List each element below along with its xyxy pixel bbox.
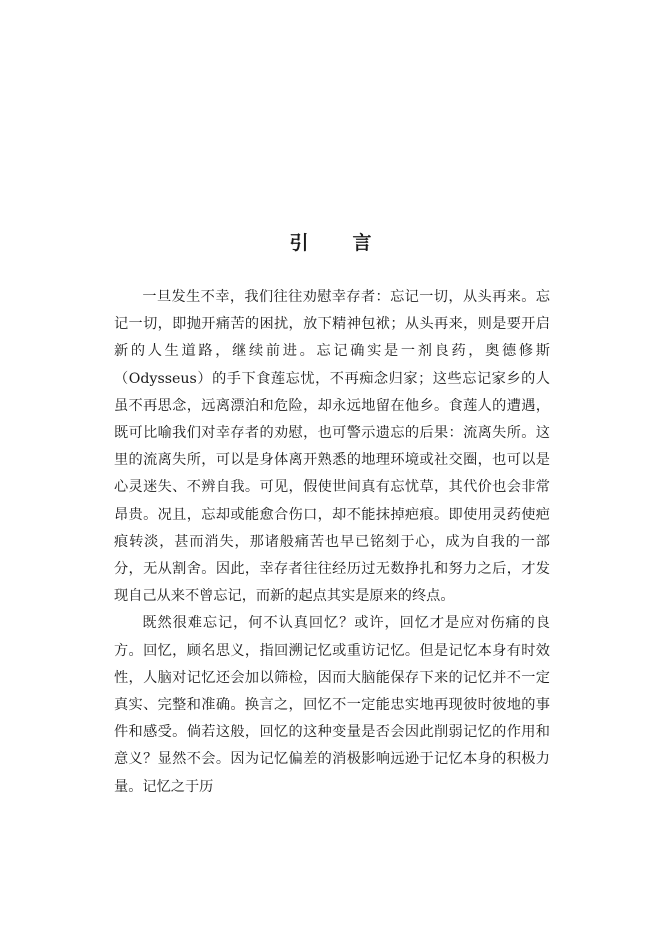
chapter-body xyxy=(114,284,550,801)
chapter-title: 引言 xyxy=(289,231,416,254)
paragraph: 一旦发生不幸，我们往往劝慰幸存者：忘记一切，从头再来。忘记一切，即抛开痛苦的困扰，放下精神包袱；从头再来，则是要开启新的人生道路，继续前进。忘记确实是一剂良药，奥德修斯（Odysseus）的手下食莲忘忧，不再痴念归家；这些忘记家乡的人虽不再思念，远离漂泊和危险，却永远地留在他乡。食莲人的遭遇，既可比喻我们对幸存者的劝慰，也可警示遗忘的后果：流离失所。这里的流离失所，可以是身体离开熟悉的地理环境或社交圈，也可以是心灵迷失、不辨自我。可见，假使世间真有忘忧草，其代价也会非常昂贵。况且，忘却或能愈合伤口，却不能抹掉疤痕。即使用灵药使疤痕转淡，甚而消失，那诸般痛苦也早已铭刻于心，成为自我的一部分，无从割舍。因此，幸存者往往经历过无数挣扎和努力之后，才发现自己从来不曾忘记，而新的起点其实是原来的终点。 xyxy=(114,289,550,605)
paragraph: 既然很难忘记，何不认真回忆？或许，回忆才是应对伤痛的良方。回忆，顾名思义，指回溯记忆或重访记忆。但是记忆本身有时效性，人脑对记忆还会加以筛检，因而大脑能保存下来的记忆并不一定真实、完整和准确。换言之，回忆不一定能忠实地再现彼时彼地的事件和感受。倘若这般，回忆的这种变量是否会因此削弱记忆的作用和意义？显然不会。因为记忆偏差的消极影响远逊于记忆本身的积极力量。记忆之于历 xyxy=(114,615,550,795)
